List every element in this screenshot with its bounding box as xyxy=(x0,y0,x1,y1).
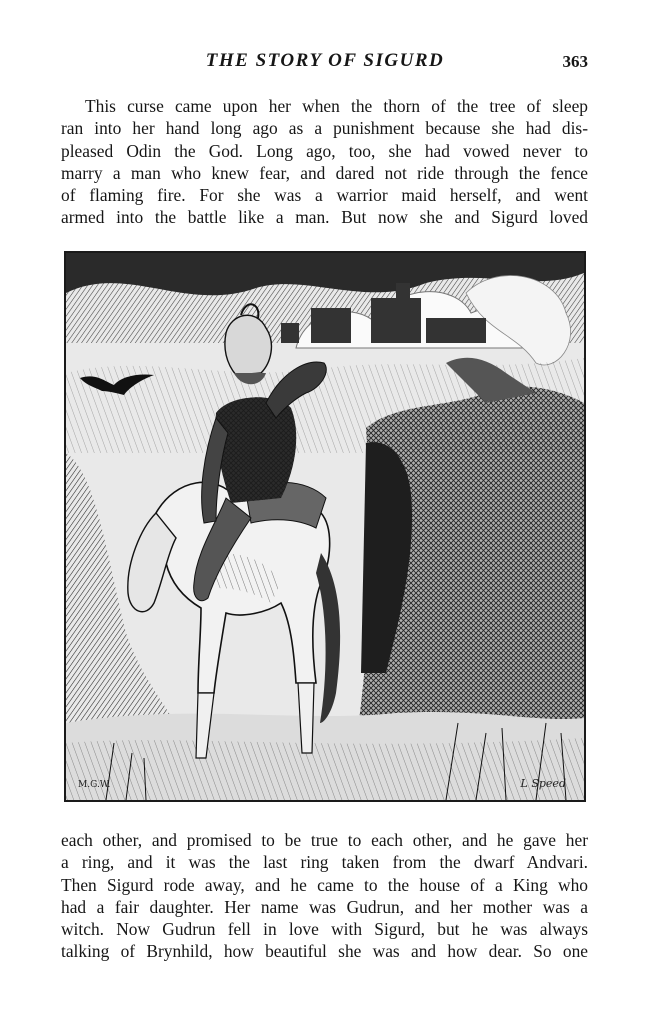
running-title: THE STORY OF SIGURD xyxy=(205,50,445,71)
artist-initials: M.G.W. xyxy=(78,780,111,790)
text-line: a ring, and it was the last ring taken from the dwarf Andvari. xyxy=(61,852,588,873)
page-header xyxy=(60,50,590,80)
text-line: armed into the battle like a man. But now she and Sigurd loved xyxy=(61,207,588,228)
text-line: witch. Now Gudrun fell in love with Sigurd, but he was always xyxy=(61,919,588,940)
paragraph-bottom xyxy=(61,829,588,963)
text-line: each other, and promised to be true to each other, and he gave her xyxy=(61,830,588,850)
text-line: ran into her hand long ago as a punishment because she had dis- xyxy=(61,118,588,139)
text-line: had a fair daughter. Her name was Gudrun, and her mother was a xyxy=(61,896,588,917)
paragraph-top xyxy=(61,95,588,229)
text-line: pleased Odin the God. Long ago, too, she had vowed never to xyxy=(61,140,588,161)
text-line: Then Sigurd rode away, and he came to the house of a King who xyxy=(61,874,588,895)
text-line: of flaming fire. For she was a warrior maid herself, and went xyxy=(61,185,588,206)
illustration-plate xyxy=(64,251,586,802)
artist-signature: L Speed xyxy=(520,777,566,790)
page-number: 363 xyxy=(562,52,588,71)
text-line: marry a man who knew fear, and dared not ride through the fence xyxy=(61,162,588,183)
engraving-sigurd-riding xyxy=(66,253,584,800)
text-line: talking of Brynhild, how beautiful she was and how dear. So one xyxy=(61,941,588,962)
text-line: This curse came upon her when the thorn of the tree of sleep xyxy=(85,96,588,116)
